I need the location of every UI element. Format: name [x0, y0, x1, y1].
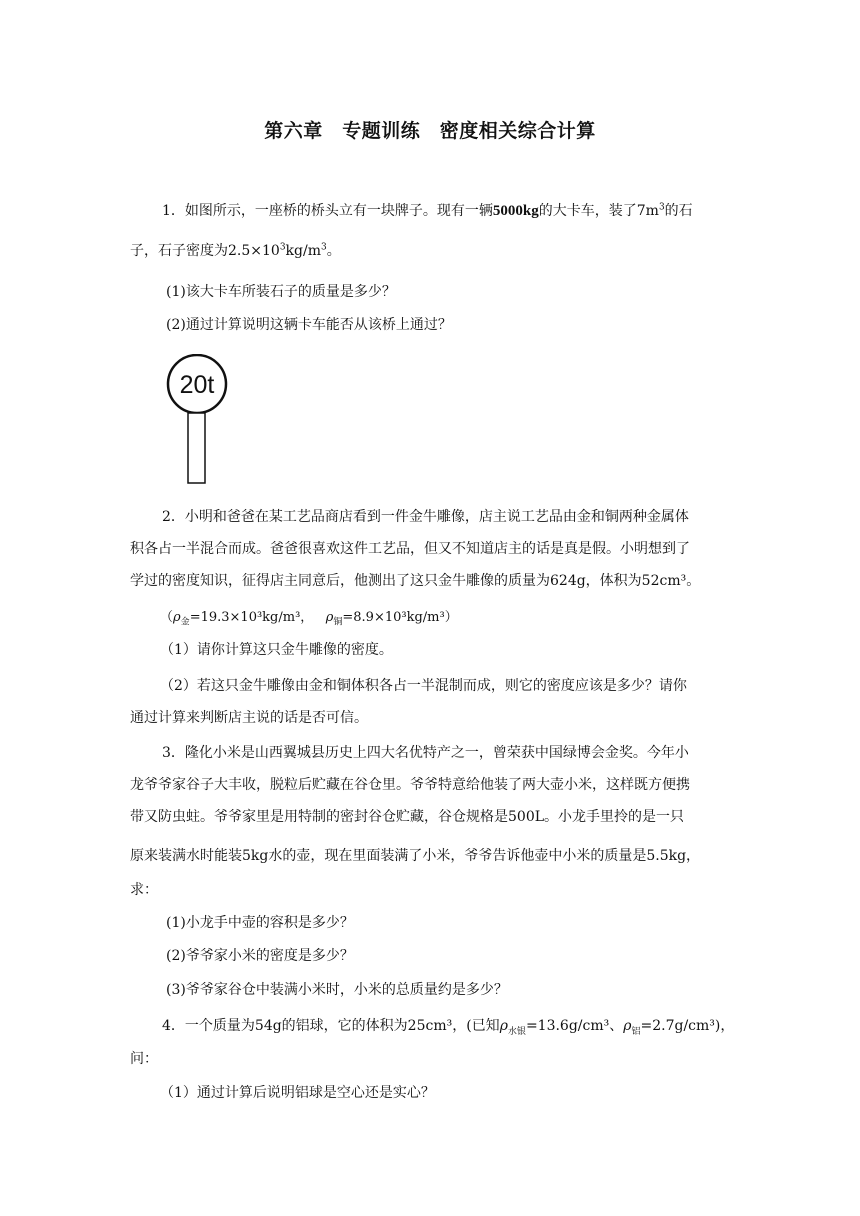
bridge-weight-sign: [164, 354, 230, 484]
rho-mercury-sub: 水银: [507, 1026, 526, 1037]
q1-truck-mass: 5000kg: [492, 203, 539, 219]
rho-copper-symbol: ρ: [325, 610, 334, 625]
q1-line-1: [162, 201, 693, 221]
q1-density: 2.5×10: [228, 243, 280, 259]
q4-line-1: [162, 1016, 734, 1036]
q3-line-1: 3．隆化小米是山西翼城县历史上四大名优特产之一，曾荣获中国绿博会金奖。今年小: [162, 745, 689, 761]
rho-copper-value: =8.9×10³kg/m³）: [342, 610, 458, 625]
q2-given-open: （: [160, 610, 174, 625]
sign-label: 20t: [179, 371, 215, 399]
q1-density-exp: 3: [279, 242, 286, 253]
q1-density-unit-exp: 3: [320, 242, 327, 253]
page-title: 第六章 专题训练 密度相关综合计算: [264, 120, 596, 142]
q1-sub-1: (1)该大卡车所装石子的质量是多少？: [166, 284, 396, 300]
q1-volume-exp: 3: [658, 202, 665, 213]
q2-sub-2-line-2: 通过计算来判断店主说的话是否可信。: [130, 710, 368, 726]
q1-volume: 7m: [636, 203, 659, 219]
q3-line-4: 原来装满水时能装5kg水的壶，现在里面装满了小米，爷爷告诉他壶中小米的质量是5.5kg，: [130, 848, 701, 864]
q1-line-2: [130, 241, 341, 261]
q3-sub-3: (3)爷爷家谷仓中装满小米时，小米的总质量约是多少？: [166, 982, 508, 998]
q2-given: [160, 608, 458, 628]
q2-line-3: 学过的密度知识，征得店主同意后，他测出了这只金牛雕像的质量为624g，体积为52cm³。: [130, 573, 701, 589]
q1-text-a: 1．如图所示，一座桥的桥头立有一块牌子。现有一辆: [162, 203, 493, 219]
q1-sub-2: (2)通过计算说明这辆卡车能否从该桥上通过？: [166, 317, 452, 333]
rho-aluminum-sub: 铝: [631, 1026, 641, 1037]
q3-line-3: 带又防虫蛀。爷爷家里是用特制的密封谷仓贮藏，谷仓规格是500L。小龙手里拎的是一只: [130, 809, 685, 825]
rho-aluminum-symbol: ρ: [623, 1018, 632, 1034]
q1-text-b: 的大卡车，装了: [538, 203, 637, 219]
q1-text-d: 子，石子密度为: [130, 243, 228, 259]
rho-gold-symbol: ρ: [173, 610, 181, 625]
rho-mercury-symbol: ρ: [499, 1018, 508, 1034]
rho-mercury-value: =13.6g/cm³、: [525, 1018, 624, 1034]
rho-copper-sub: 铜: [333, 617, 343, 628]
rho-gold-value: =19.3×10³kg/m³，: [189, 610, 314, 625]
rho-gold-sub: 金: [180, 617, 190, 628]
q3-line-5: 求：: [130, 882, 158, 898]
q4-line-2: 问：: [130, 1051, 158, 1067]
q3-line-2: 龙爷爷家谷子大丰收，脱粒后贮藏在谷仓里。爷爷特意给他装了两大壶小米，这样既方便携: [130, 777, 690, 793]
q2-line-2: 积各占一半混合而成。爸爸很喜欢这件工艺品，但又不知道店主的话是真是假。小明想到了: [130, 541, 690, 557]
q3-sub-2: (2)爷爷家小米的密度是多少？: [166, 948, 354, 964]
rho-aluminum-value: =2.7g/cm³)，: [640, 1018, 735, 1034]
q2-sub-2-line-1: （2）若这只金牛雕像由金和铜体积各占一半混制而成，则它的密度应该是多少？请你: [160, 678, 687, 694]
q1-text-e: 。: [326, 243, 341, 259]
q2-line-1: 2．小明和爸爸在某工艺品商店看到一件金牛雕像，店主说工艺品由金和铜两种金属体: [162, 509, 689, 525]
q1-text-c: 的石: [664, 203, 693, 219]
q2-sub-1: （1）请你计算这只金牛雕像的密度。: [160, 642, 393, 658]
q4-sub-1: （1）通过计算后说明铝球是空心还是实心？: [160, 1085, 435, 1101]
q1-density-unit: kg/m: [285, 243, 321, 259]
q4-text-a: 4．一个质量为54g的铝球，它的体积为25cm³，(已知: [162, 1018, 500, 1034]
sign-post: [188, 413, 205, 483]
q3-sub-1: (1)小龙手中壶的容积是多少？: [166, 915, 354, 931]
